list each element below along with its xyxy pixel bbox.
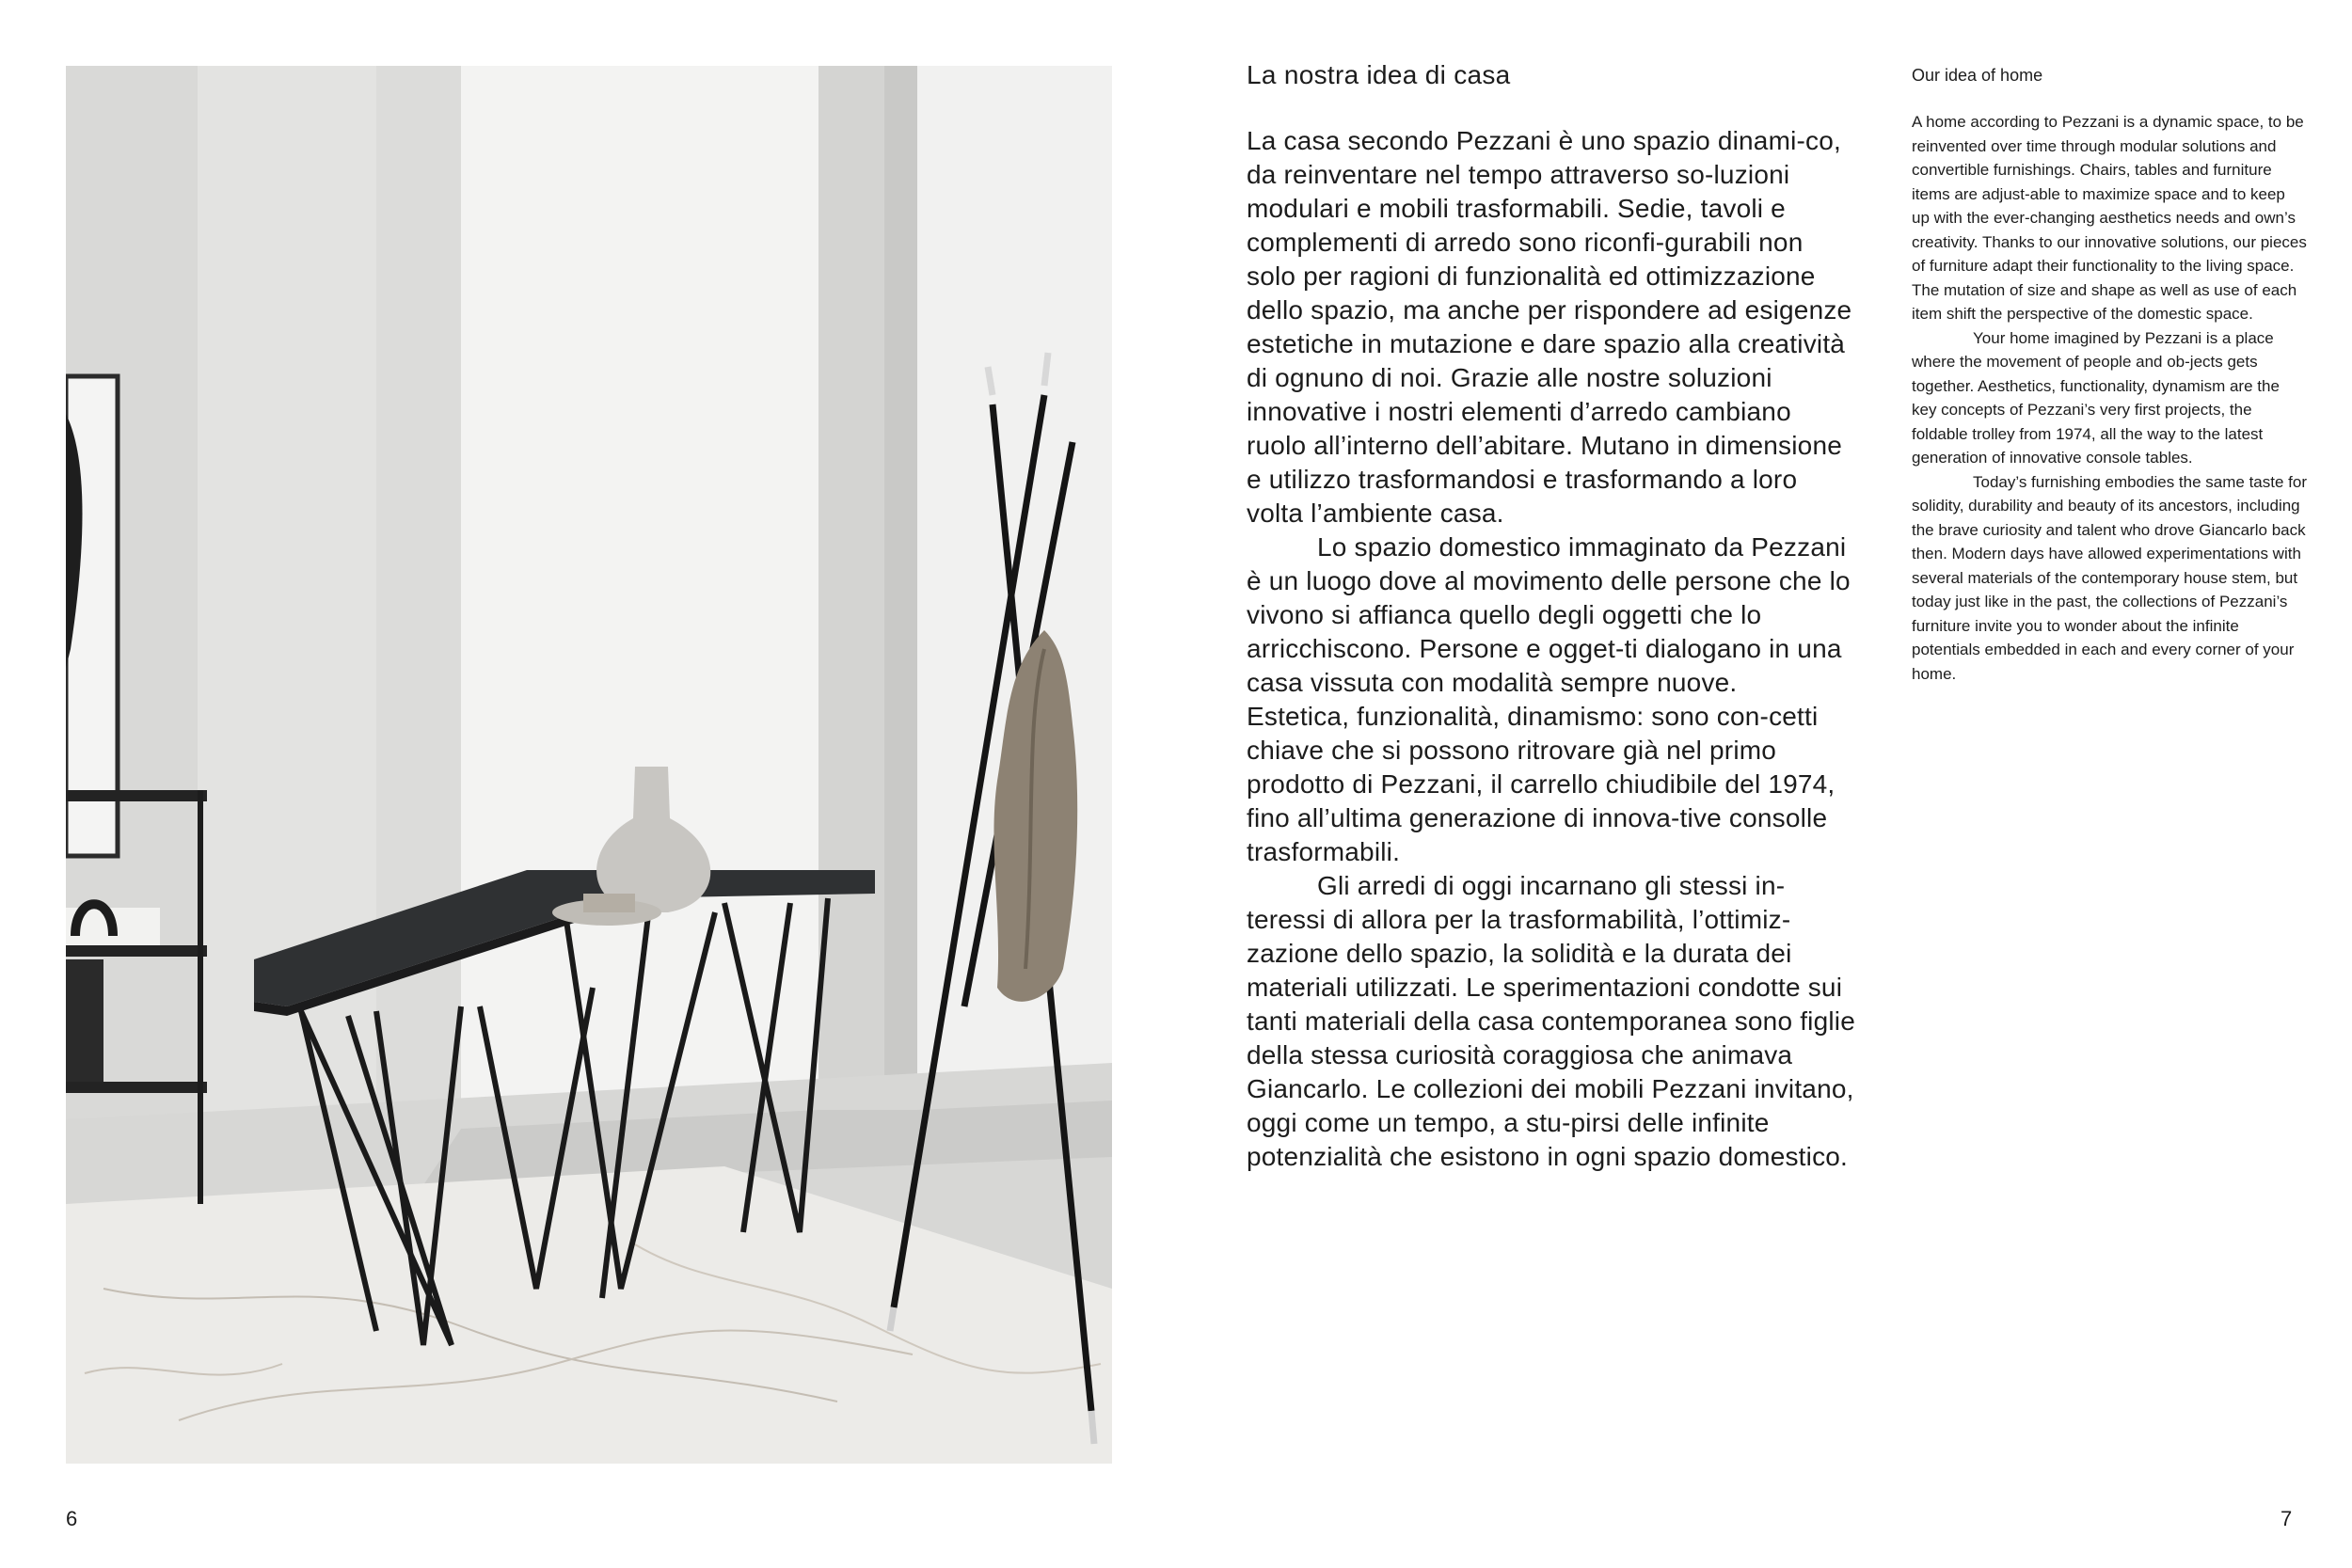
italian-paragraph: Estetica, funzionalità, dinamismo: sono con-cetti chiave che si possono ritrovare già nel primo prodotto di Pezzani, il carrello chiudibile del 1974, fino all’ultima generazione di innova-tive consolle trasformabili. [1247, 702, 1836, 866]
page-number-left: 6 [66, 1507, 78, 1530]
english-paragraph: Today’s furnishing embodies the same taste for solidity, durability and beauty of its ancestors, including the brave curiosity and talent who drove Giancarlo back then. Modern days have allowed experimentations with several materials of the contemporary house stem, but today just like in the past, the collections of Pezzani’s furniture invite you to wonder about the infinite potentials embedded in each and every corner of your home. [1912, 472, 2307, 683]
interior-photo [66, 66, 1112, 1464]
english-paragraph: A home according to Pezzani is a dynamic space, to be reinvented over time through modular solutions and convertible furnishings. Chairs, tables and furniture items are adjust-able to maximize space and to keep up with the ever-changing aesthetics needs and own’s creativity. Thanks to our innovative solutions, our pieces of furniture adapt their functionality to the living space. The mutation of size and shape as well as use of each item shift the perspective of the domestic space. [1912, 113, 2307, 323]
page-number-right: 7 [2280, 1507, 2293, 1530]
english-paragraph: Your home imagined by Pezzani is a place where the movement of people and ob-jects gets together. Aesthetics, functionality, dynamism are the key concepts of Pezzani’s very first projects, the foldable trolley from 1974, all the way to the latest generation of innovative console tables. [1912, 328, 2280, 467]
italian-paragraph: Gli arredi di oggi incarnano gli stessi in-teressi di allora per la trasformabilità, l’ottimiz-zazione dello spazio, la solidità e la durata dei materiali utilizzati. Le sperimentazioni condotte sui tanti materiali della casa contemporanea sono figlie della stessa curiosità coraggiosa che animava Giancarlo. Le collezioni dei mobili Pezzani invitano, oggi come un tempo, a stu-pirsi delle infinite potenzialità che esistono in ogni spazio domestico. [1247, 871, 1855, 1171]
english-heading: Our idea of home [1912, 66, 2043, 85]
english-body-text [1912, 110, 2307, 686]
italian-paragraph: La casa secondo Pezzani è uno spazio dinami-co, da reinventare nel tempo attraverso so-luzioni modulari e mobili trasformabili. Sedie, tavoli e complementi di arredo sono riconfi-gurabili non solo per ragioni di funzionalità ed ottimizzazione dello spazio, ma anche per rispondere ad esigenze estetiche in mutazione e dare spazio alla creatività di ognuno di noi. Grazie alle nostre soluzioni innovative i nostri elementi d’arredo cambiano ruolo all’interno dell’abitare. Mutano in dimensione e utilizzo trasformandosi e trasformando a loro volta l’ambiente casa. [1247, 126, 1852, 528]
italian-heading: La nostra idea di casa [1247, 60, 1511, 89]
italian-body-text [1247, 124, 1858, 1174]
italian-paragraph: Lo spazio domestico immaginato da Pezzani è un luogo dove al movimento delle persone che lo vivono si affianca quello degli oggetti che lo arricchiscono. Persone e ogget-ti dialogano in una casa vissuta con modalità sempre nuove. [1247, 532, 1851, 697]
